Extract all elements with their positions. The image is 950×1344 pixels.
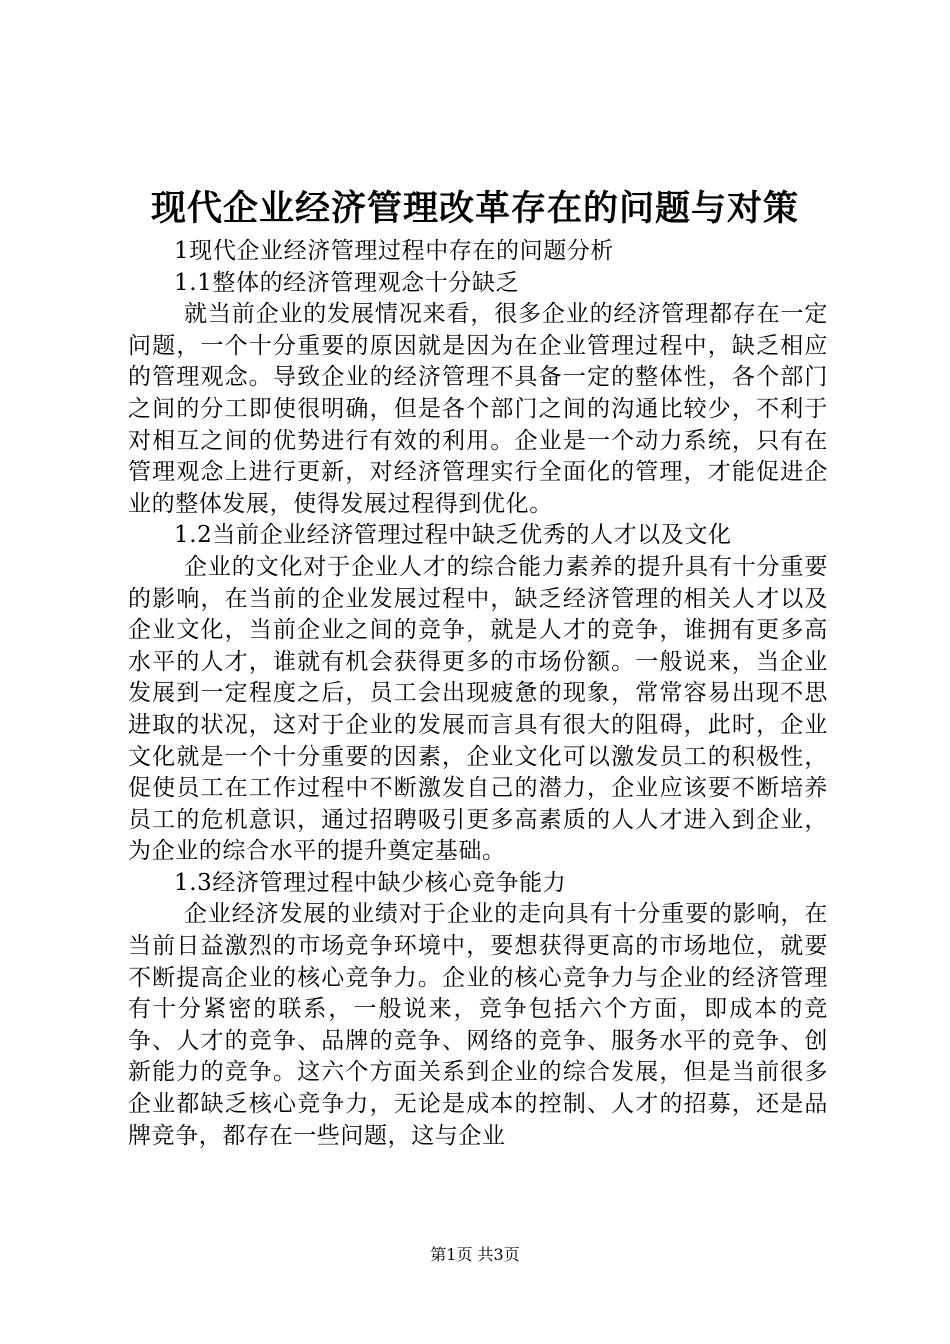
document-title: 现代企业经济管理改革存在的问题与对策 [150, 188, 799, 229]
page-footer: 第1页 共3页 [430, 1245, 520, 1264]
section-heading-1: 1现代企业经济管理过程中存在的问题分析 [174, 238, 615, 264]
section-heading-1-1: 1.1整体的经济管理观念十分缺乏 [174, 269, 520, 296]
document-body [128, 236, 828, 1152]
paragraph-1-3: 企业经济发展的业绩对于企业的走向具有十分重要的影响，在当前日益激烈的市场竞争环境中，要想获得更高的市场地位，就要不断提高企业的核心竞争力。企业的核心竞争力与企业的经济管理有十分紧密的联系，一般说来，竞争包括六个方面，即成本的竞争、人才的竞争、品牌的竞争、网络的竞争、服务水平的竞争、创新能力的竞争。这六个方面关系到企业的综合发展，但是当前很多企业都缺乏核心竞争力，无论是成本的控制、人才的招募，还是品牌竞争，都存在一些问题，这与企业 [128, 901, 828, 1149]
section-heading-1-3: 1.3经济管理过程中缺少核心竞争能力 [174, 869, 567, 896]
section-heading-1-2: 1.2当前企业经济管理过程中缺乏优秀的人才以及文化 [174, 522, 732, 549]
paragraph-1-1: 就当前企业的发展情况来看，很多企业的经济管理都存在一定问题，一个十分重要的原因就是因为在企业管理过程中，缺乏相应的管理观念。导致企业的经济管理不具备一定的整体性，各个部门之间的分工即使很明确，但是各个部门之间的沟通比较少，不利于对相互之间的优势进行有效的利用。企业是一个动力系统，只有在管理观念上进行更新，对经济管理实行全面化的管理，才能促进企业的整体发展，使得发展过程得到优化。 [128, 301, 828, 517]
paragraph-1-2: 企业的文化对于企业人才的综合能力素养的提升具有十分重要的影响，在当前的企业发展过程中，缺乏经济管理的相关人才以及企业文化，当前企业之间的竞争，就是人才的竞争，谁拥有更多高水平的人才，谁就有机会获得更多的市场份额。一般说来，当企业发展到一定程度之后，员工会出现疲惫的现象，常常容易出现不思进取的状况，这对于企业的发展而言具有很大的阻碍，此时，企业文化就是一个十分重要的因素，企业文化可以激发员工的积极性，促使员工在工作过程中不断激发自己的潜力，企业应该要不断培养员工的危机意识，通过招聘吸引更多高素质的人人才进入到企业，为企业的综合水平的提升奠定基础。 [128, 553, 828, 865]
